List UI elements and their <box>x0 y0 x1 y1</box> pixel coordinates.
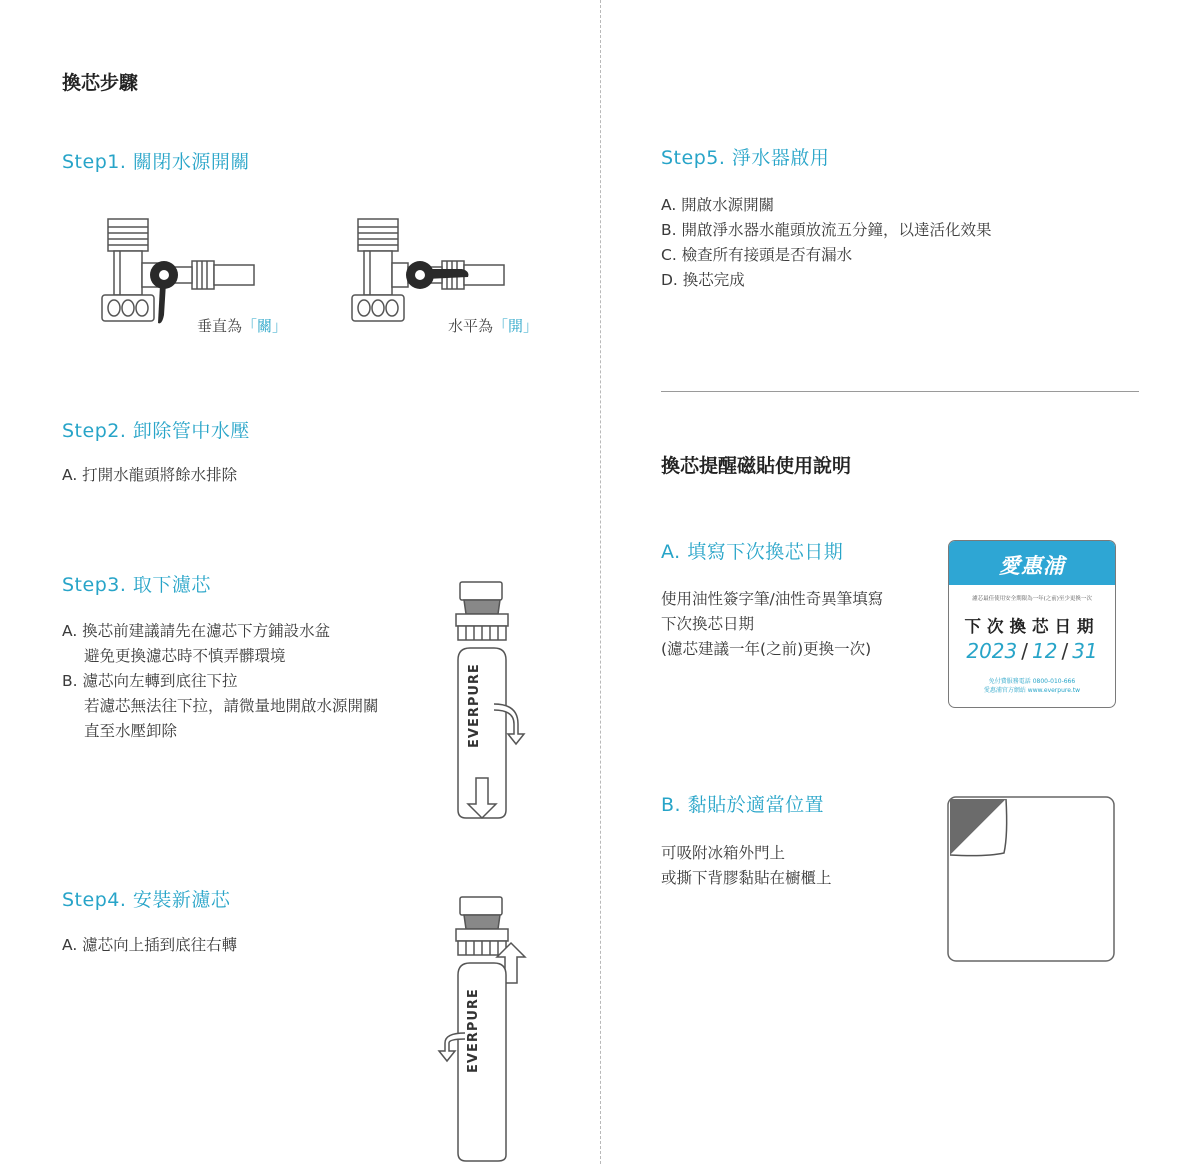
step3-line: 若濾芯無法往下拉，請微量地開啟水源開關 <box>84 697 379 715</box>
filter-brand-text: EVERPURE <box>466 988 481 1073</box>
valve-closed-state: 「關」 <box>242 317 288 335</box>
reminder-magnet-card <box>948 540 1116 708</box>
step5-heading: Step5. 淨水器啟用 <box>661 147 830 169</box>
magnet-brand-logo: 愛惠浦 <box>999 554 1065 578</box>
vertical-dashed-divider <box>600 0 601 1164</box>
sectionA-heading: A. 填寫下次換芯日期 <box>661 541 844 563</box>
step3-line: A. 換芯前建議請先在濾芯下方鋪設水盆 <box>62 622 331 640</box>
valve-closed-label: 垂直為 <box>197 317 243 335</box>
step5-text <box>661 193 992 293</box>
sectionA-text <box>661 587 883 662</box>
valve-open-label: 水平為 <box>448 317 494 335</box>
magnet-year: 2023 <box>966 639 1018 663</box>
step3-line: B. 濾芯向左轉到底往下拉 <box>62 672 238 690</box>
sectionB-text <box>661 841 832 891</box>
page-title: 換芯步驟 <box>62 72 139 94</box>
step5-line: C. 檢查所有接頭是否有漏水 <box>661 246 853 264</box>
sectionA-line: (濾芯建議一年(之前)更換一次) <box>661 640 872 658</box>
magnet-note: 濾芯最佳使用安全期限為一年(之前)至少更換一次 <box>972 596 1092 602</box>
filter-remove-illustration <box>440 578 530 823</box>
step3-line: 避免更換濾芯時不慎弄髒環境 <box>84 647 286 665</box>
step3-heading: Step3. 取下濾芯 <box>62 574 211 596</box>
magnet-date: 2023 / 12 / 31 <box>966 639 1098 663</box>
valve-closed-caption <box>197 315 287 336</box>
step5-line: B. 開啟淨水器水龍頭放流五分鐘，以達活化效果 <box>661 221 992 239</box>
magnet-day: 31 <box>1072 639 1098 663</box>
step2-text <box>62 463 237 488</box>
magnet-header <box>949 541 1115 585</box>
valve-open-state: 「開」 <box>493 317 539 335</box>
sectionA-line: 使用油性簽字筆/油性奇異筆填寫 <box>661 590 884 608</box>
step2-heading: Step2. 卸除管中水壓 <box>62 420 250 442</box>
step4-text <box>62 933 237 958</box>
magnet-footer <box>949 677 1115 695</box>
step5-line: A. 開啟水源開關 <box>661 196 775 214</box>
valve-open-caption <box>448 315 538 336</box>
horizontal-divider <box>661 391 1139 392</box>
step4-line: A. 濾芯向上插到底往右轉 <box>62 936 238 954</box>
magnet-section-title: 換芯提醒磁貼使用說明 <box>661 455 852 477</box>
magnet-hotline: 免付費服務電話 0800-010-666 <box>988 678 1076 685</box>
filter-install-illustration <box>435 893 535 1163</box>
magnet-peel-illustration <box>946 795 1118 965</box>
step1-heading: Step1. 關閉水源開關 <box>62 151 250 173</box>
step3-text <box>62 619 379 744</box>
step5-line: D. 換芯完成 <box>661 271 745 289</box>
sectionB-line: 或撕下背膠黏貼在櫥櫃上 <box>661 869 832 887</box>
valve-open-illustration <box>350 215 510 330</box>
sectionA-line: 下次換芯日期 <box>661 615 755 633</box>
magnet-website: 愛惠浦官方網站 www.everpure.tw <box>983 687 1081 694</box>
sectionB-line: 可吸附冰箱外門上 <box>661 844 786 862</box>
step3-line: 直至水壓卸除 <box>84 722 178 740</box>
step4-heading: Step4. 安裝新濾芯 <box>62 889 231 911</box>
magnet-next-label: 下次換芯日期 <box>964 617 1100 636</box>
valve-closed-illustration <box>100 215 260 330</box>
filter-brand-text: EVERPURE <box>467 663 482 748</box>
sectionB-heading: B. 黏貼於適當位置 <box>661 794 825 816</box>
magnet-month: 12 <box>1032 639 1058 663</box>
step2-line: A. 打開水龍頭將餘水排除 <box>62 466 238 484</box>
